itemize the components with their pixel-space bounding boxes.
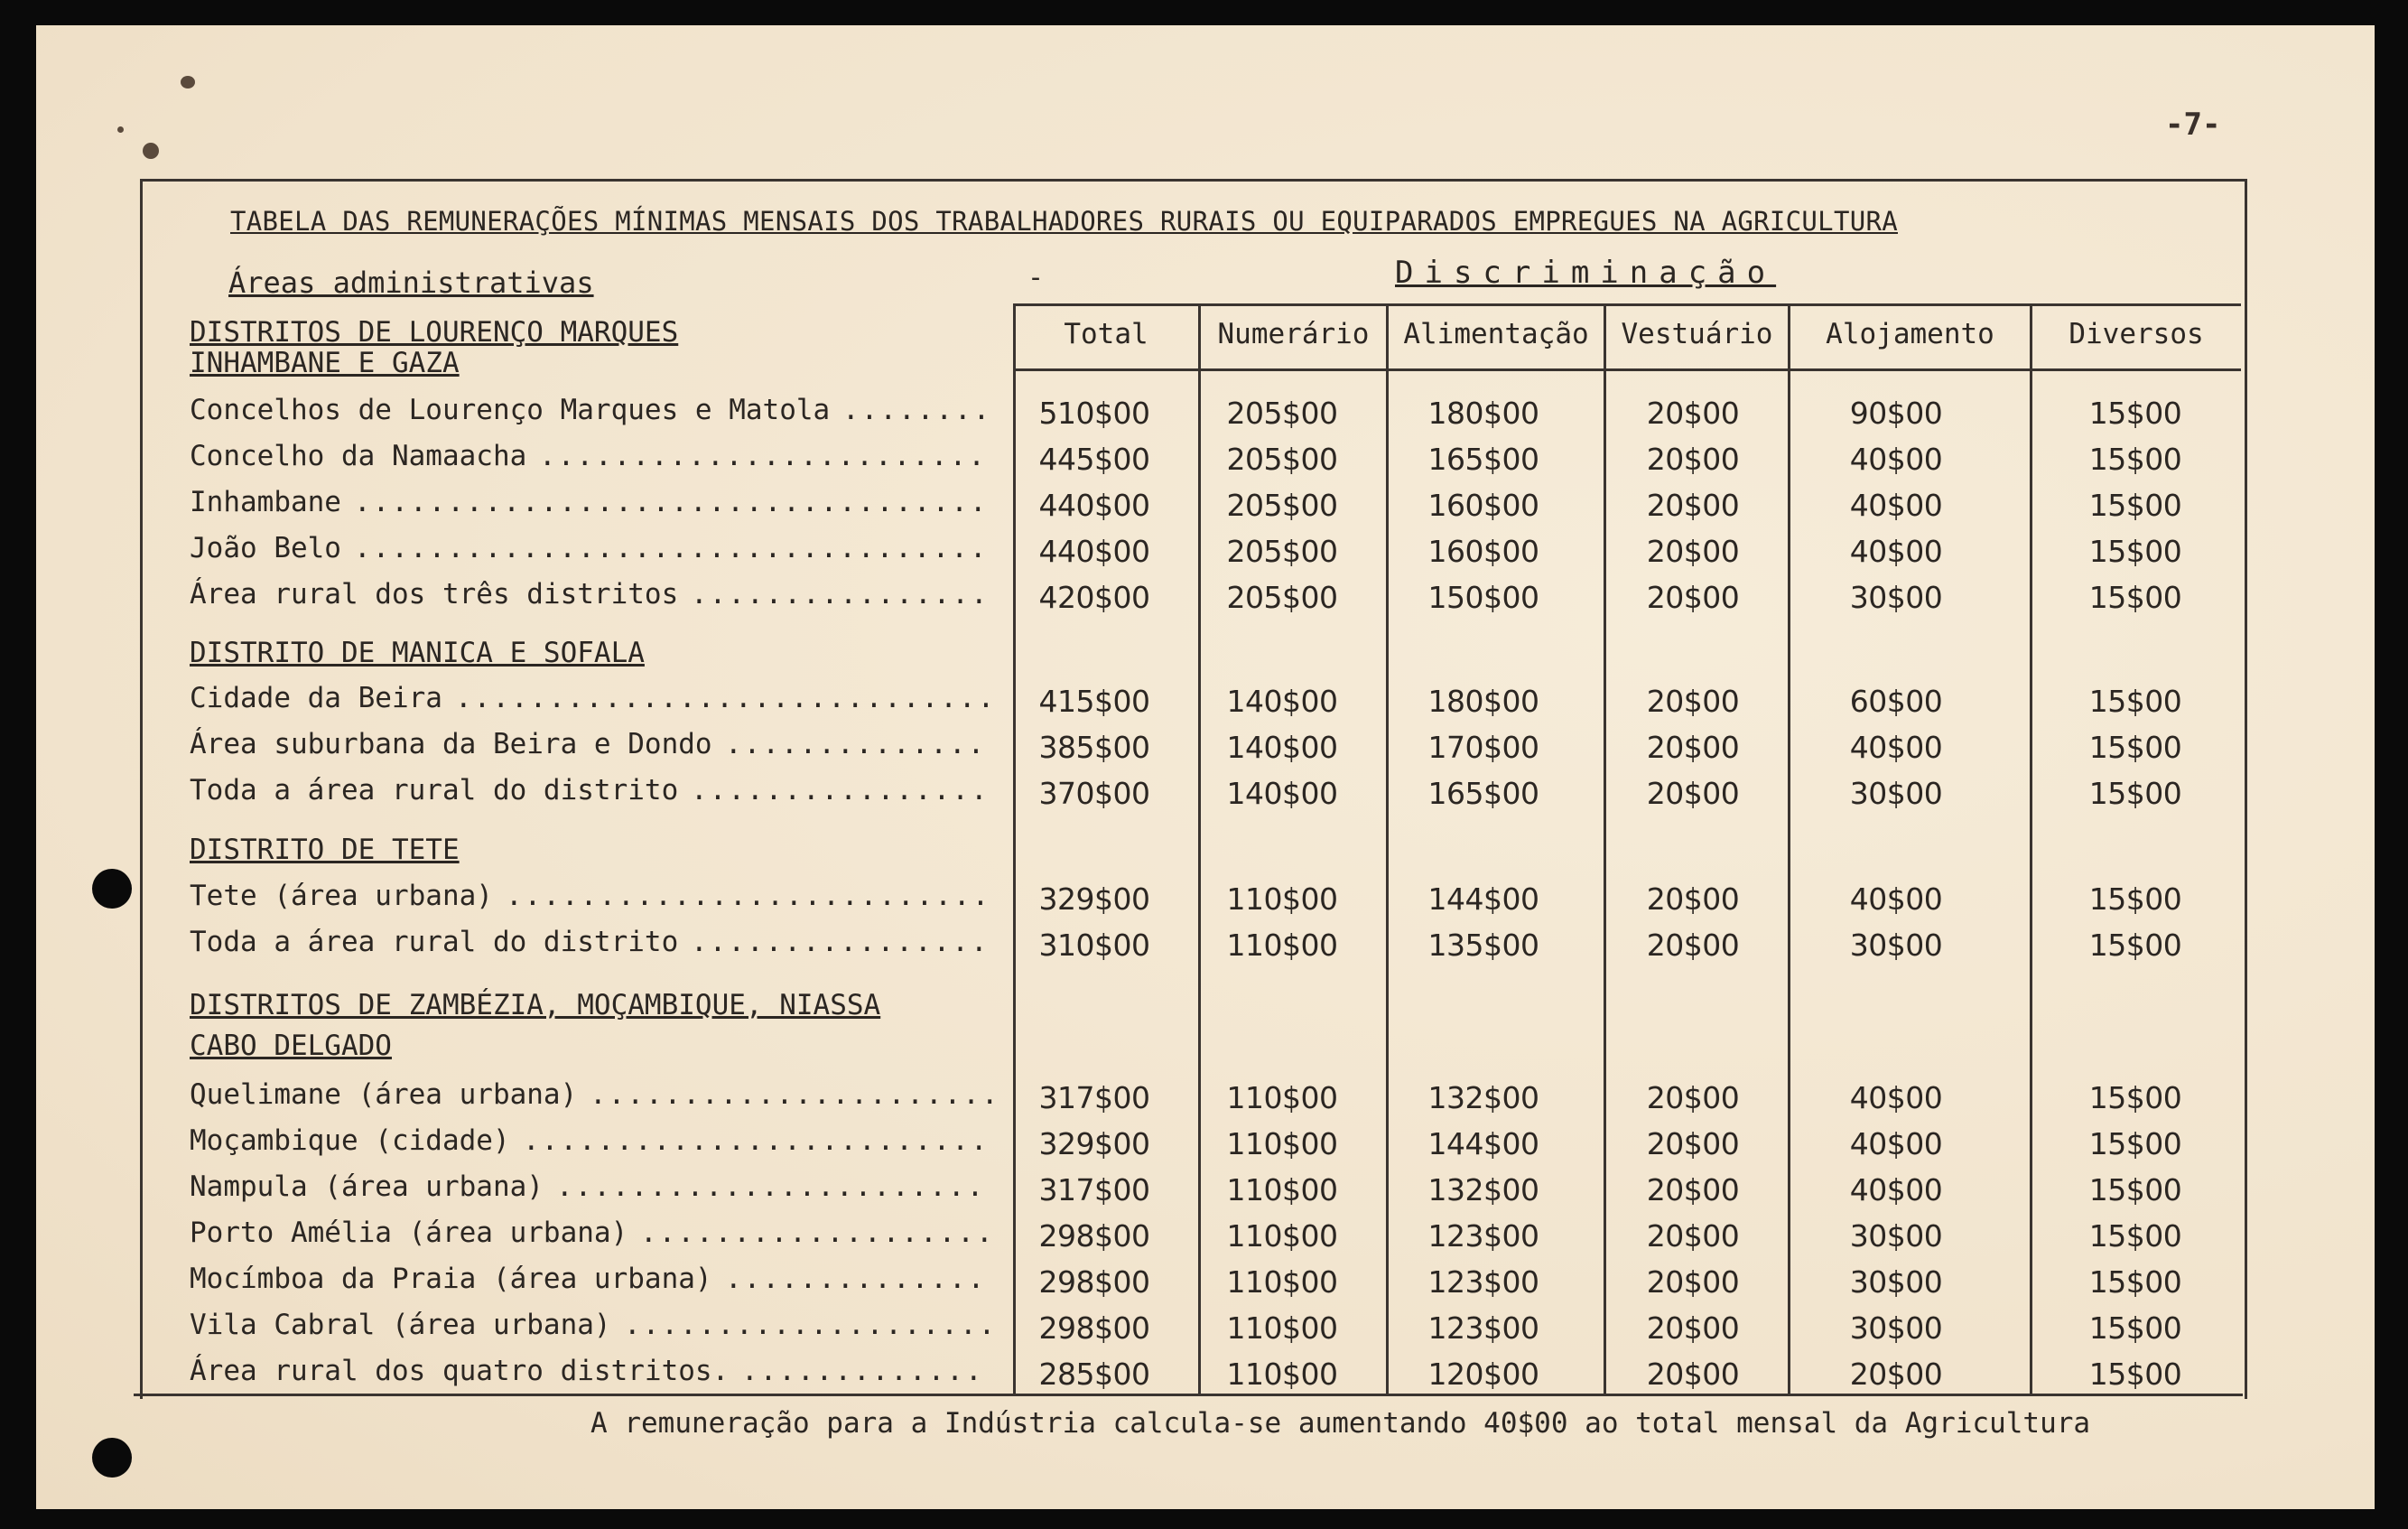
table-cell: 110$00 — [1226, 1357, 1338, 1392]
punch-hole — [92, 869, 132, 909]
table-cell: 132$00 — [1427, 1080, 1539, 1115]
row-label: Área rural dos quatro distritos. — [190, 1355, 730, 1387]
table-cell: 110$00 — [1226, 1080, 1338, 1115]
leader-dots: .................................. — [354, 532, 989, 564]
table-cell: 30$00 — [1849, 776, 1943, 811]
discriminacao-label: Discriminação — [1395, 255, 1777, 291]
leader-dots: .................... — [624, 1309, 998, 1341]
table-cell: 40$00 — [1849, 730, 1943, 765]
table-cell: 370$00 — [1038, 776, 1150, 811]
row-label: Concelhos de Lourenço Marques e Matola — [190, 394, 831, 426]
table-cell: 132$00 — [1427, 1172, 1539, 1207]
table-cell: 110$00 — [1226, 1310, 1338, 1346]
row-label: Área rural dos três distritos — [190, 578, 679, 611]
table-cell: 15$00 — [2088, 580, 2182, 615]
table-cell: 205$00 — [1226, 534, 1338, 569]
leader-dots: ................ — [691, 578, 990, 611]
table-cell: 20$00 — [1646, 396, 1740, 431]
table-cell: 15$00 — [2088, 1080, 2182, 1115]
table-cell: 440$00 — [1038, 534, 1150, 569]
header-bottom-rule — [1013, 368, 2241, 371]
page-number: -7- — [2165, 107, 2221, 143]
column-header-total: Total — [1064, 318, 1148, 350]
table-cell: 20$00 — [1646, 1080, 1740, 1115]
column-header-alojamento: Alojamento — [1826, 318, 1994, 350]
leader-dots: ................ — [691, 774, 990, 806]
row-label: Toda a área rural do distrito — [190, 926, 679, 958]
ink-speck — [143, 143, 159, 159]
row-label: Vila Cabral (área urbana) — [190, 1309, 611, 1341]
table-cell: 110$00 — [1226, 1172, 1338, 1207]
leader-dots: ................... — [640, 1217, 995, 1249]
section-heading: CABO DELGADO — [190, 1030, 392, 1062]
table-cell: 110$00 — [1226, 1218, 1338, 1254]
section-heading: DISTRITO DE MANICA E SOFALA — [190, 637, 645, 669]
table-cell: 205$00 — [1226, 396, 1338, 431]
ink-speck — [117, 126, 124, 133]
table-cell: 317$00 — [1038, 1080, 1150, 1115]
row-label: Inhambane — [190, 486, 341, 518]
table-cell: 15$00 — [2088, 1264, 2182, 1300]
table-cell: 15$00 — [2088, 684, 2182, 719]
table-cell: 20$00 — [1646, 1310, 1740, 1346]
table-cell: 150$00 — [1427, 580, 1539, 615]
table-cell: 317$00 — [1038, 1172, 1150, 1207]
row-label: Cidade da Beira — [190, 682, 442, 714]
table-cell: 415$00 — [1038, 684, 1150, 719]
table-cell: 15$00 — [2088, 1357, 2182, 1392]
leader-dots: ................ — [691, 926, 990, 958]
table-cell: 135$00 — [1427, 928, 1539, 963]
table-cell: 123$00 — [1427, 1310, 1539, 1346]
table-cell: 144$00 — [1427, 881, 1539, 917]
table-cell: 205$00 — [1226, 580, 1338, 615]
table-cell: 20$00 — [1646, 1172, 1740, 1207]
table-cell: 298$00 — [1038, 1310, 1150, 1346]
section-heading: DISTRITOS DE ZAMBÉZIA, MOÇAMBIQUE, NIASSA — [190, 989, 881, 1021]
table-cell: 20$00 — [1646, 534, 1740, 569]
table-cell: 15$00 — [2088, 396, 2182, 431]
leader-dots: ............................. — [455, 682, 997, 714]
table-cell: 30$00 — [1849, 1218, 1943, 1254]
table-cell: 15$00 — [2088, 730, 2182, 765]
table-cell: 20$00 — [1646, 730, 1740, 765]
table-cell: 180$00 — [1427, 684, 1539, 719]
table-cell: 445$00 — [1038, 442, 1150, 477]
row-label: Concelho da Namaacha — [190, 440, 527, 472]
table-cell: 120$00 — [1427, 1357, 1539, 1392]
table-cell: 298$00 — [1038, 1264, 1150, 1300]
table-cell: 140$00 — [1226, 776, 1338, 811]
table-cell: 20$00 — [1646, 1357, 1740, 1392]
table-cell: 123$00 — [1427, 1264, 1539, 1300]
table-cell: 20$00 — [1646, 928, 1740, 963]
column-header-alimentacao: Alimentação — [1403, 318, 1589, 350]
row-label: Área suburbana da Beira e Dondo — [190, 728, 712, 760]
table-cell: 60$00 — [1849, 684, 1943, 719]
table-cell: 40$00 — [1849, 1126, 1943, 1161]
row-label: Porto Amélia (área urbana) — [190, 1217, 628, 1249]
table-cell: 40$00 — [1849, 1080, 1943, 1115]
table-bottom-rule — [134, 1394, 2243, 1396]
row-label: Quelimane (área urbana) — [190, 1078, 578, 1111]
header-top-rule — [1013, 303, 2241, 306]
column-divider — [1788, 303, 1790, 1395]
table-cell: 30$00 — [1849, 1310, 1943, 1346]
table-cell: 20$00 — [1646, 580, 1740, 615]
table-cell: 20$00 — [1646, 488, 1740, 523]
table-cell: 510$00 — [1038, 396, 1150, 431]
footnote: A remuneração para a Indústria calcula-se aumentando 40$00 ao total mensal da Agricultura — [590, 1407, 2091, 1440]
table-cell: 420$00 — [1038, 580, 1150, 615]
table-cell: 20$00 — [1646, 776, 1740, 811]
table-cell: 15$00 — [2088, 534, 2182, 569]
table-cell: 160$00 — [1427, 488, 1539, 523]
table-cell: 160$00 — [1427, 534, 1539, 569]
table-cell: 30$00 — [1849, 1264, 1943, 1300]
dash-mark: - — [1027, 262, 1045, 294]
table-cell: 40$00 — [1849, 442, 1943, 477]
table-cell: 205$00 — [1226, 442, 1338, 477]
table-cell: 20$00 — [1646, 1218, 1740, 1254]
column-divider — [1386, 303, 1389, 1395]
table-cell: 110$00 — [1226, 928, 1338, 963]
table-cell: 30$00 — [1849, 928, 1943, 963]
table-cell: 110$00 — [1226, 1126, 1338, 1161]
section-heading: DISTRITOS DE LOURENÇO MARQUES — [190, 316, 679, 349]
table-cell: 15$00 — [2088, 1310, 2182, 1346]
table-title: TABELA DAS REMUNERAÇÕES MÍNIMAS MENSAIS DOS TRABALHADORES RURAIS OU EQUIPARADOS EMPREGUES NA AGRICULTURA — [230, 206, 1898, 237]
table-cell: 140$00 — [1226, 730, 1338, 765]
table-cell: 20$00 — [1849, 1357, 1943, 1392]
table-cell: 40$00 — [1849, 1172, 1943, 1207]
column-header-vestuario: Vestuário — [1621, 318, 1773, 350]
punch-hole — [92, 1438, 132, 1478]
table-cell: 20$00 — [1646, 442, 1740, 477]
table-cell: 20$00 — [1646, 684, 1740, 719]
row-label: Toda a área rural do distrito — [190, 774, 679, 806]
leader-dots: .......................... — [506, 880, 991, 912]
table-cell: 20$00 — [1646, 1264, 1740, 1300]
leader-dots: ...................... — [590, 1078, 1000, 1111]
table-cell: 140$00 — [1226, 684, 1338, 719]
table-cell: 40$00 — [1849, 881, 1943, 917]
table-cell: 15$00 — [2088, 776, 2182, 811]
table-cell: 285$00 — [1038, 1357, 1150, 1392]
table-cell: 440$00 — [1038, 488, 1150, 523]
section-heading: INHAMBANE E GAZA — [190, 347, 460, 379]
areas-label: Áreas administrativas — [228, 266, 594, 300]
column-header-diversos: Diversos — [2069, 318, 2204, 350]
row-label: Nampula (área urbana) — [190, 1170, 544, 1203]
leader-dots: ......................... — [523, 1124, 990, 1157]
table-cell: 110$00 — [1226, 1264, 1338, 1300]
leader-dots: .............. — [725, 1263, 987, 1295]
table-cell: 20$00 — [1646, 1126, 1740, 1161]
table-cell: 385$00 — [1038, 730, 1150, 765]
ink-speck — [181, 76, 195, 89]
table-cell: 40$00 — [1849, 534, 1943, 569]
table-cell: 15$00 — [2088, 442, 2182, 477]
table-cell: 20$00 — [1646, 881, 1740, 917]
table-cell: 123$00 — [1427, 1218, 1539, 1254]
leader-dots: ........................ — [539, 440, 987, 472]
table-cell: 90$00 — [1849, 396, 1943, 431]
table-cell: 205$00 — [1226, 488, 1338, 523]
row-label: Mocímboa da Praia (área urbana) — [190, 1263, 712, 1295]
table-cell: 180$00 — [1427, 396, 1539, 431]
leader-dots: .............. — [725, 728, 987, 760]
leader-dots: .................................. — [354, 486, 989, 518]
leader-dots: ....................... — [556, 1170, 986, 1203]
column-header-numerario: Numerário — [1217, 318, 1370, 350]
table-cell: 15$00 — [2088, 1172, 2182, 1207]
table-cell: 165$00 — [1427, 442, 1539, 477]
section-heading: DISTRITO DE TETE — [190, 834, 460, 866]
table-cell: 15$00 — [2088, 928, 2182, 963]
row-label: Tete (área urbana) — [190, 880, 493, 912]
table-cell: 15$00 — [2088, 488, 2182, 523]
table-cell: 110$00 — [1226, 881, 1338, 917]
table-cell: 310$00 — [1038, 928, 1150, 963]
table-cell: 298$00 — [1038, 1218, 1150, 1254]
column-divider — [2030, 303, 2032, 1395]
table-cell: 329$00 — [1038, 1126, 1150, 1161]
table-cell: 15$00 — [2088, 881, 2182, 917]
table-cell: 144$00 — [1427, 1126, 1539, 1161]
leader-dots: ........ — [842, 394, 992, 426]
table-cell: 15$00 — [2088, 1218, 2182, 1254]
row-label: João Belo — [190, 532, 341, 564]
table-cell: 170$00 — [1427, 730, 1539, 765]
table-cell: 165$00 — [1427, 776, 1539, 811]
table-cell: 329$00 — [1038, 881, 1150, 917]
table-cell: 30$00 — [1849, 580, 1943, 615]
leader-dots: ............. — [741, 1355, 984, 1387]
row-label: Moçambique (cidade) — [190, 1124, 510, 1157]
table-cell: 40$00 — [1849, 488, 1943, 523]
table-cell: 15$00 — [2088, 1126, 2182, 1161]
